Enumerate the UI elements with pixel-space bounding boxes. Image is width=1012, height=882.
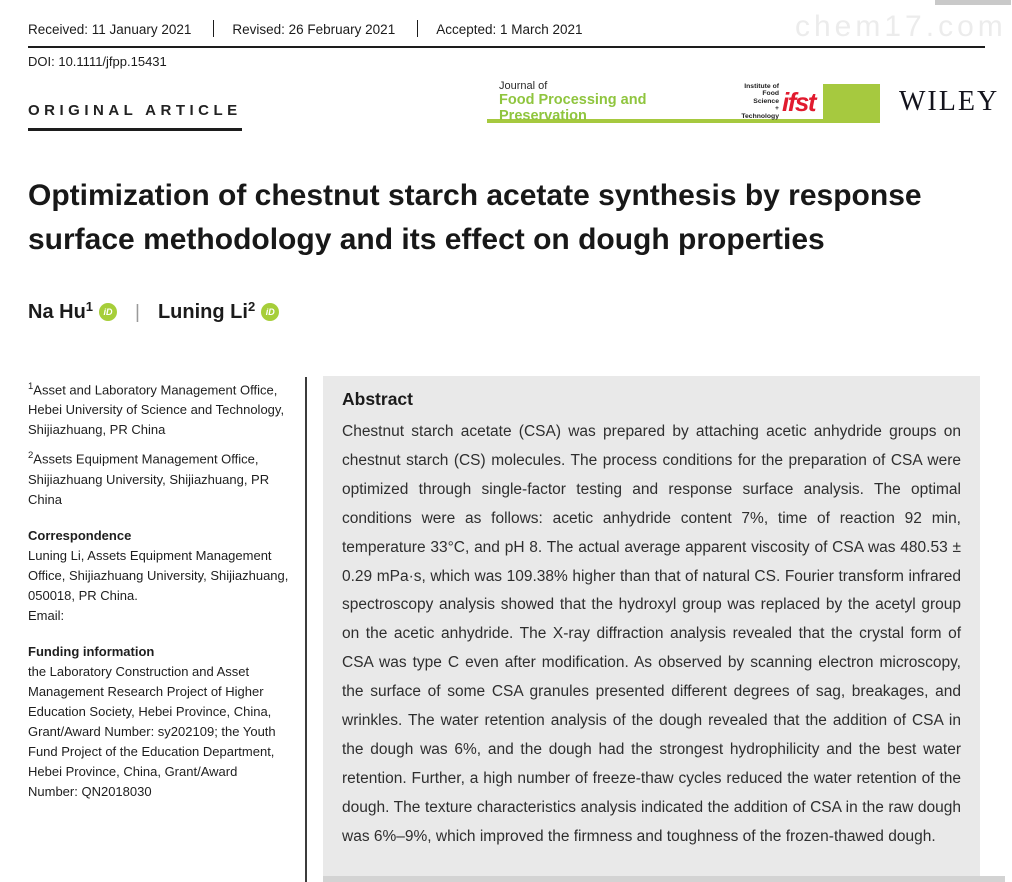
sidebar-divider — [305, 377, 307, 882]
ifst-logo-block — [736, 83, 815, 121]
ifst-institute-text — [736, 83, 779, 121]
authors-row — [28, 301, 279, 324]
journal-of-label: Journal of — [499, 79, 548, 92]
abstract-heading: Abstract — [342, 389, 413, 409]
ifst-logo-icon: ifst — [782, 86, 815, 117]
correspondence-heading: Correspondence — [28, 527, 132, 543]
ifst-institute-line2: Food Science — [753, 90, 779, 105]
author-2-affiliation-sup: 2 — [247, 299, 256, 314]
abstract-section — [323, 376, 980, 882]
correspondence-body: Luning Li, Assets Equipment Management Office, Shijiazhuang University, Shijiazhuang, 050018, PR China. — [28, 547, 289, 603]
affiliation-1 — [28, 377, 290, 440]
top-corner-bar — [935, 0, 1011, 5]
affiliation-2-sup: 2 — [28, 450, 34, 462]
funding-block — [28, 642, 290, 802]
correspondence-email-label: Email: — [28, 607, 65, 623]
wiley-publisher-logo: WILEY — [899, 86, 1000, 117]
article-type-label: ORIGINAL ARTICLE — [28, 102, 242, 131]
ifst-institute-line3: + Technology — [741, 105, 779, 120]
author-2 — [158, 301, 279, 324]
accepted-date: Accepted: 1 March 2021 — [417, 20, 582, 37]
author-separator: | — [135, 301, 140, 323]
journal-banner-main — [487, 79, 823, 124]
journal-banner — [487, 79, 880, 124]
revised-date: Revised: 26 February 2021 — [213, 20, 417, 37]
funding-heading: Funding information — [28, 643, 155, 659]
banner-green-block — [823, 84, 880, 123]
received-date: Received: 11 January 2021 — [28, 22, 192, 37]
journal-name-label: Food Processing and Preservation — [499, 91, 647, 124]
author-2-name: Luning Li — [157, 301, 248, 323]
watermark-text: chem17.com — [795, 10, 1007, 43]
affiliation-1-sup: 1 — [28, 381, 34, 392]
affiliation-1-text: Asset and Laboratory Management Office, Hebei University of Science and Technology, Shijiazhuang, PR China — [28, 382, 285, 438]
article-dates-row — [28, 20, 985, 48]
orcid-icon[interactable]: iD — [99, 303, 117, 321]
funding-body: the Laboratory Construction and Asset Management Research Project of Higher Education Society, Hebei Province, China, Grant/Award Number: sy202109; the Youth Fund Project of the Education Department, Hebei Province, China, Grant/Award Number: QN2018030 — [28, 663, 276, 799]
ifst-institute-line1: Institute of — [744, 82, 779, 90]
article-metadata-sidebar — [28, 377, 290, 802]
affiliation-2 — [28, 446, 290, 509]
author-1 — [28, 301, 117, 324]
page-bottom-strip — [323, 876, 1005, 882]
abstract-body: Chestnut starch acetate (CSA) was prepared by attaching acetic anhydride groups on chestnut starch (CS) molecules. The process conditions for the preparation of CSA were optimized through single-factor testing and response surface analysis. The optimal conditions were as follows: acetic anhydride content 7%, time of reaction 92 min, temperature 33°C, and pH 8. The actual average apparent viscosity of CSA was 480.53 ± 0.29 mPa·s, which was 109.38% higher than that of natural CS. Fourier transform infrared spectroscopy analysis showed that the hydroxyl group was replaced by the acetyl group on the acetic anhydride. The X-ray diffraction analysis revealed that the crystal form of CSA was type C even after modification. As observed by scanning electron microscopy, the surface of some CSA granules presented different degrees of sag, breakages, and wrinkles. The water retention analysis of the dough revealed that the addition of CSA in the dough was 6%, and the dough had the strongest hydrophilicity and the best water retention. Further, a high number of freeze-thaw cycles reduced the water retention of the dough. The texture characteristics analysis indicated the addition of CSA in the raw dough was 6%–9%, which improved the firmness and toughness of the frozen-thawed dough. — [342, 423, 961, 845]
article-title: Optimization of chestnut starch acetate synthesis by response surface methodology and its effect on dough properties — [28, 179, 922, 256]
author-1-name: Na Hu — [28, 301, 86, 323]
orcid-icon[interactable]: iD — [261, 303, 279, 321]
journal-title-block — [499, 80, 736, 124]
author-1-affiliation-sup: 1 — [85, 299, 94, 314]
affiliation-2-text: Assets Equipment Management Office, Shijiazhuang University, Shijiazhuang, PR China — [28, 451, 270, 507]
correspondence-block — [28, 526, 290, 626]
doi-text: DOI: 10.1111/jfpp.15431 — [28, 54, 167, 69]
